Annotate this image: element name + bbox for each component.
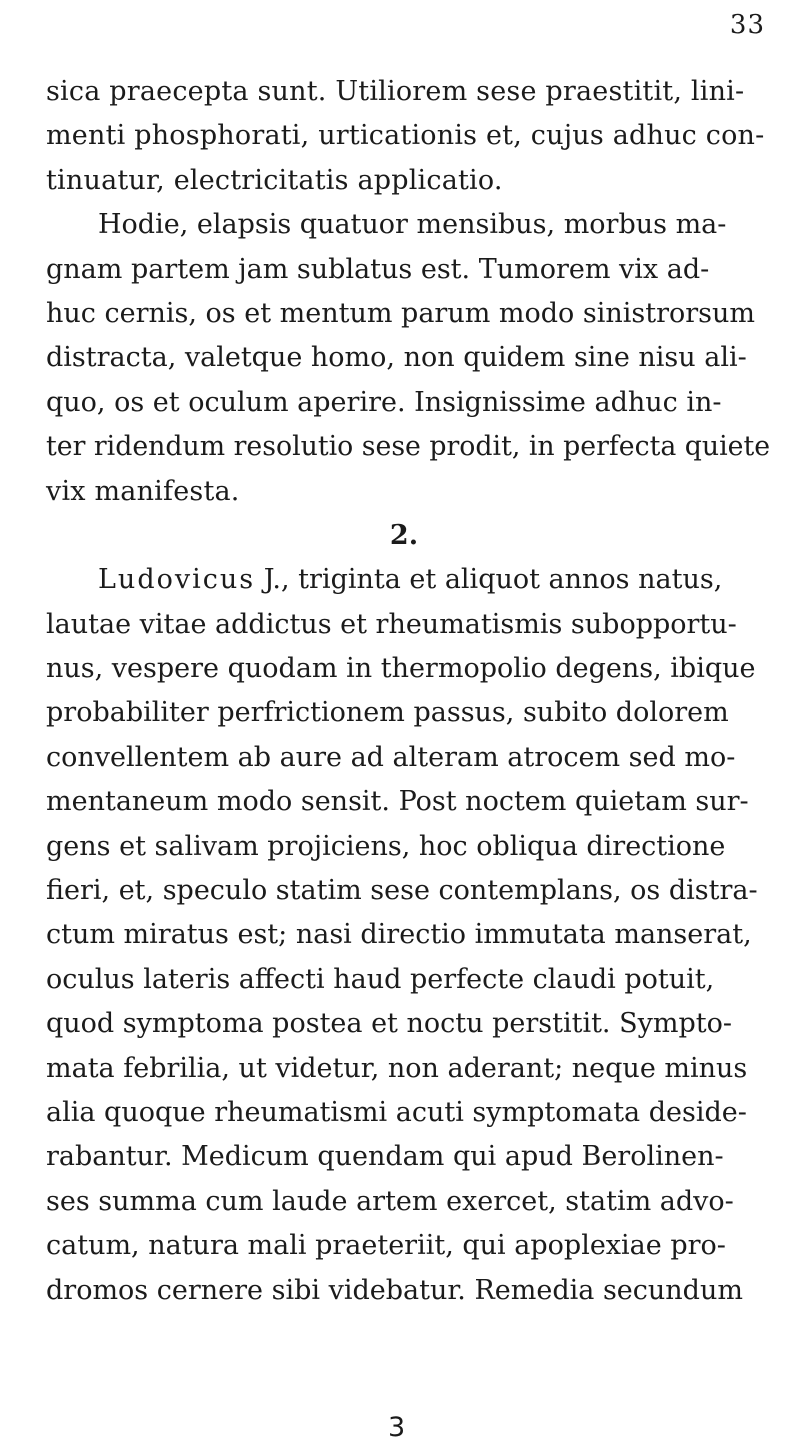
section-number: 2. bbox=[389, 519, 419, 551]
page-number: 33 bbox=[729, 10, 765, 40]
paragraph-first-line: Hodie, elapsis quatuor mensibus, morbus ma- bbox=[98, 209, 727, 241]
text-line: sica praecepta sunt. Utiliorem sese praestitit, lini- bbox=[46, 76, 745, 107]
text-line: nus, vespere quodam in thermopolio degens, ibique bbox=[46, 653, 756, 685]
text-line: convellentem ab aure ad alteram atrocem sed mo- bbox=[46, 741, 736, 773]
text-line: quod symptoma postea et noctu perstitit. Sympto- bbox=[46, 1008, 732, 1040]
text-line: ses summa cum laude artem exercet, statim advo- bbox=[46, 1185, 734, 1217]
case-first-line bbox=[46, 558, 776, 602]
case-first-line-text: J., triginta et aliquot annos natus, bbox=[255, 564, 723, 596]
text-line: dromos cernere sibi videbatur. Remedia secundum bbox=[46, 1274, 743, 1306]
text-line: menti phosphorati, urticationis et, cujus adhuc con- bbox=[46, 120, 765, 152]
text-line: gnam partem jam sublatus est. Tumorem vix ad- bbox=[46, 253, 710, 285]
patient-name: Ludovicus bbox=[98, 564, 256, 596]
text-line: quo, os et oculum aperire. Insignissime adhuc in- bbox=[46, 386, 722, 418]
text-line: ctum miratus est; nasi directio immutata manserat, bbox=[46, 919, 752, 951]
text-line: huc cernis, os et mentum parum modo sinistrorsum bbox=[46, 297, 756, 329]
text-line: probabiliter perfrictionem passus, subito dolorem bbox=[46, 697, 729, 729]
text-line: distracta, valetque homo, non quidem sine nisu ali- bbox=[46, 342, 747, 374]
text-line: oculus lateris affecti haud perfecte claudi potuit, bbox=[46, 963, 715, 995]
text-line: mentaneum modo sensit. Post noctem quietam sur- bbox=[46, 786, 749, 818]
text-line: fieri, et, speculo statim sese contemplans, os distra- bbox=[46, 875, 758, 907]
text-line: tinuatur, electricitatis applicatio. bbox=[46, 164, 503, 196]
text-line: lautae vitae addictus et rheumatismis subopportu- bbox=[46, 608, 737, 640]
text-line: alia quoque rheumatismi acuti symptomata deside- bbox=[46, 1096, 747, 1128]
text-line: ter ridendum resolutio sese prodit, in perfecta quiete bbox=[46, 431, 771, 463]
text-line: vix manifesta. bbox=[46, 475, 240, 507]
text-line: mata febrilia, ut videtur, non aderant; neque minus bbox=[46, 1052, 748, 1084]
text-line: rabantur. Medicum quendam qui apud Berolinen- bbox=[46, 1141, 724, 1173]
text-line: catum, natura mali praeteriit, qui apoplexiae pro- bbox=[46, 1230, 726, 1262]
signature-mark: 3 bbox=[388, 1412, 406, 1443]
text-line: gens et salivam projiciens, hoc obliqua directione bbox=[46, 830, 726, 862]
body-text bbox=[46, 70, 776, 1313]
